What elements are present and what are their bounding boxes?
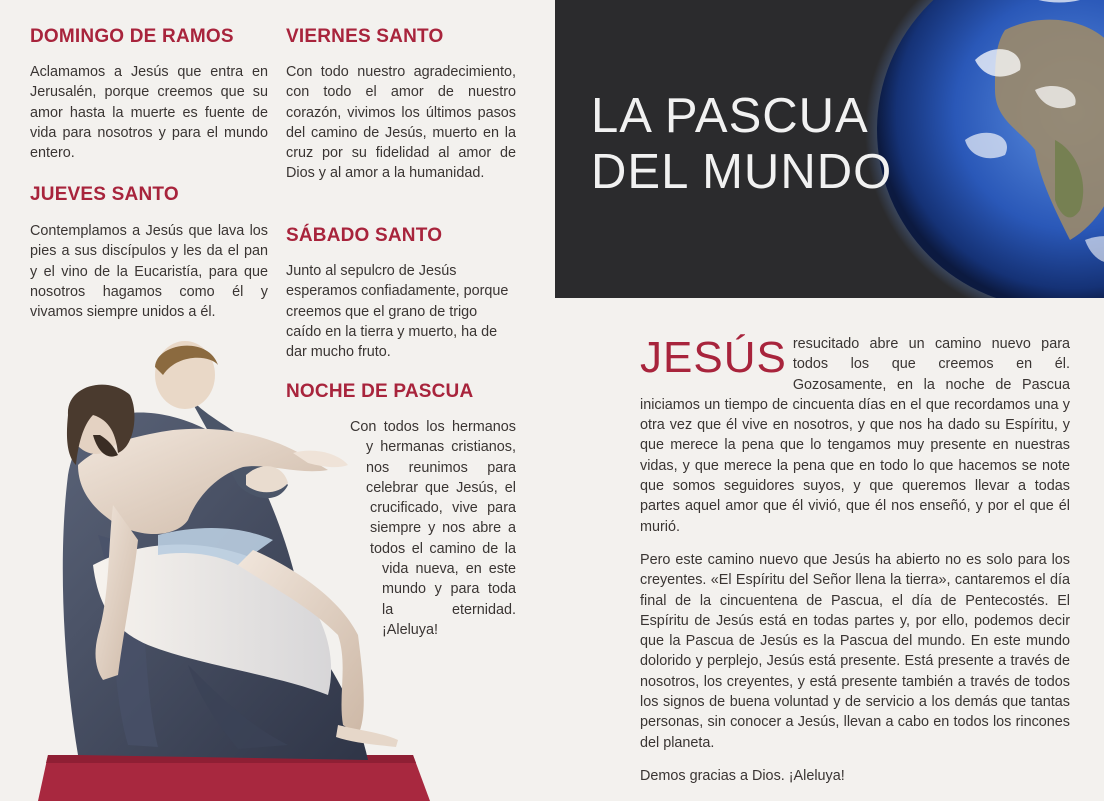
- text-jueves-santo: Contemplamos a Jesús que lava los pies a sus discípulos y les da el pan y el vino de la Eucaristía, para que nosotros hagamos como él y vivamos siempre unidos a él.: [30, 223, 268, 321]
- article-paragraph-1: [640, 334, 1070, 537]
- heading-sabado-santo: SÁBADO SANTO: [286, 225, 443, 246]
- text-domingo-de-ramos: Aclamamos a Jesús que entra en Jerusalén, porque creemos que su amor hasta la muerte es fuente de vida para nosotros y para el mundo entero.: [30, 64, 268, 162]
- text-viernes-santo: Con todo nuestro agradecimiento, con todo el amor de nuestro corazón, vivimos los últimos pasos del camino de Jesús, muerto en la cruz por su fidelidad al amor de Dios y al amor a la humanidad.: [286, 64, 516, 182]
- article-lead-word: JESÚS: [640, 333, 787, 382]
- earth-globe-image: [855, 0, 1104, 298]
- article-paragraph-3: Demos gracias a Dios. ¡Aleluya!: [640, 767, 845, 784]
- title-banner: [555, 0, 1104, 298]
- heading-domingo-de-ramos: DOMINGO DE RAMOS: [30, 26, 234, 47]
- text-noche-de-pascua: Con todos los hermanos y hermanas cristianos, nos reunimos para celebrar que Jesús, el crucificado, vive para siempre y nos abre a todos el camino de la vida nueva, en este mundo y para toda la eternidad. ¡Aleluya!: [350, 419, 516, 638]
- text-sabado-santo: Junto al sepulcro de Jesús esperamos confiadamente, porque creemos que el grano de trigo caído en la tierra y muerto, ha de dar mucho fruto.: [286, 263, 509, 361]
- heading-viernes-santo: VIERNES SANTO: [286, 26, 444, 47]
- article-paragraph-2: Pero este camino nuevo que Jesús ha abierto no es solo para los creyentes. «El Espíritu del Señor llena la tierra», cantaremos el día final de la cincuentena de Pascua, el día de Pentecostés. El Espíritu de Jesús está en todas partes y, por ello, podemos decir que la Pascua de Jesús es la Pascua del mundo. En este mundo dolorido y perplejo, Jesús está presente. Está presente a través de nosotros, los creyentes, y está presente también a través de todos los signos de buena voluntad y de servicio a los demás que tantas personas, sin conocer a Jesús, llevan a cabo en todos los rincones del planeta.: [640, 551, 1070, 751]
- pieta-sculpture-image: [38, 335, 438, 801]
- article-paragraph-1-text: resucitado abre un camino nuevo para todos los que creemos en él. Gozosamente, en la noche de Pascua iniciamos un tiempo de cincuenta días en el que recordamos una y otra vez que él vive en nosotros, y que nos ha dado su Espíritu, y que merece la pena que lo tengamos muy presente en nuestras vidas, y que merece la pena que en todo lo que hacemos se note que somos seguidores suyos, y que queremos llevar a todas partes aquel amor que él vivió, que él nos enseñó, y por el que él murió.: [640, 336, 1070, 535]
- banner-title: LA PASCUA DEL MUNDO: [591, 89, 893, 199]
- heading-noche-de-pascua: NOCHE DE PASCUA: [286, 381, 474, 402]
- main-article: [640, 334, 1070, 799]
- heading-jueves-santo: JUEVES SANTO: [30, 184, 179, 205]
